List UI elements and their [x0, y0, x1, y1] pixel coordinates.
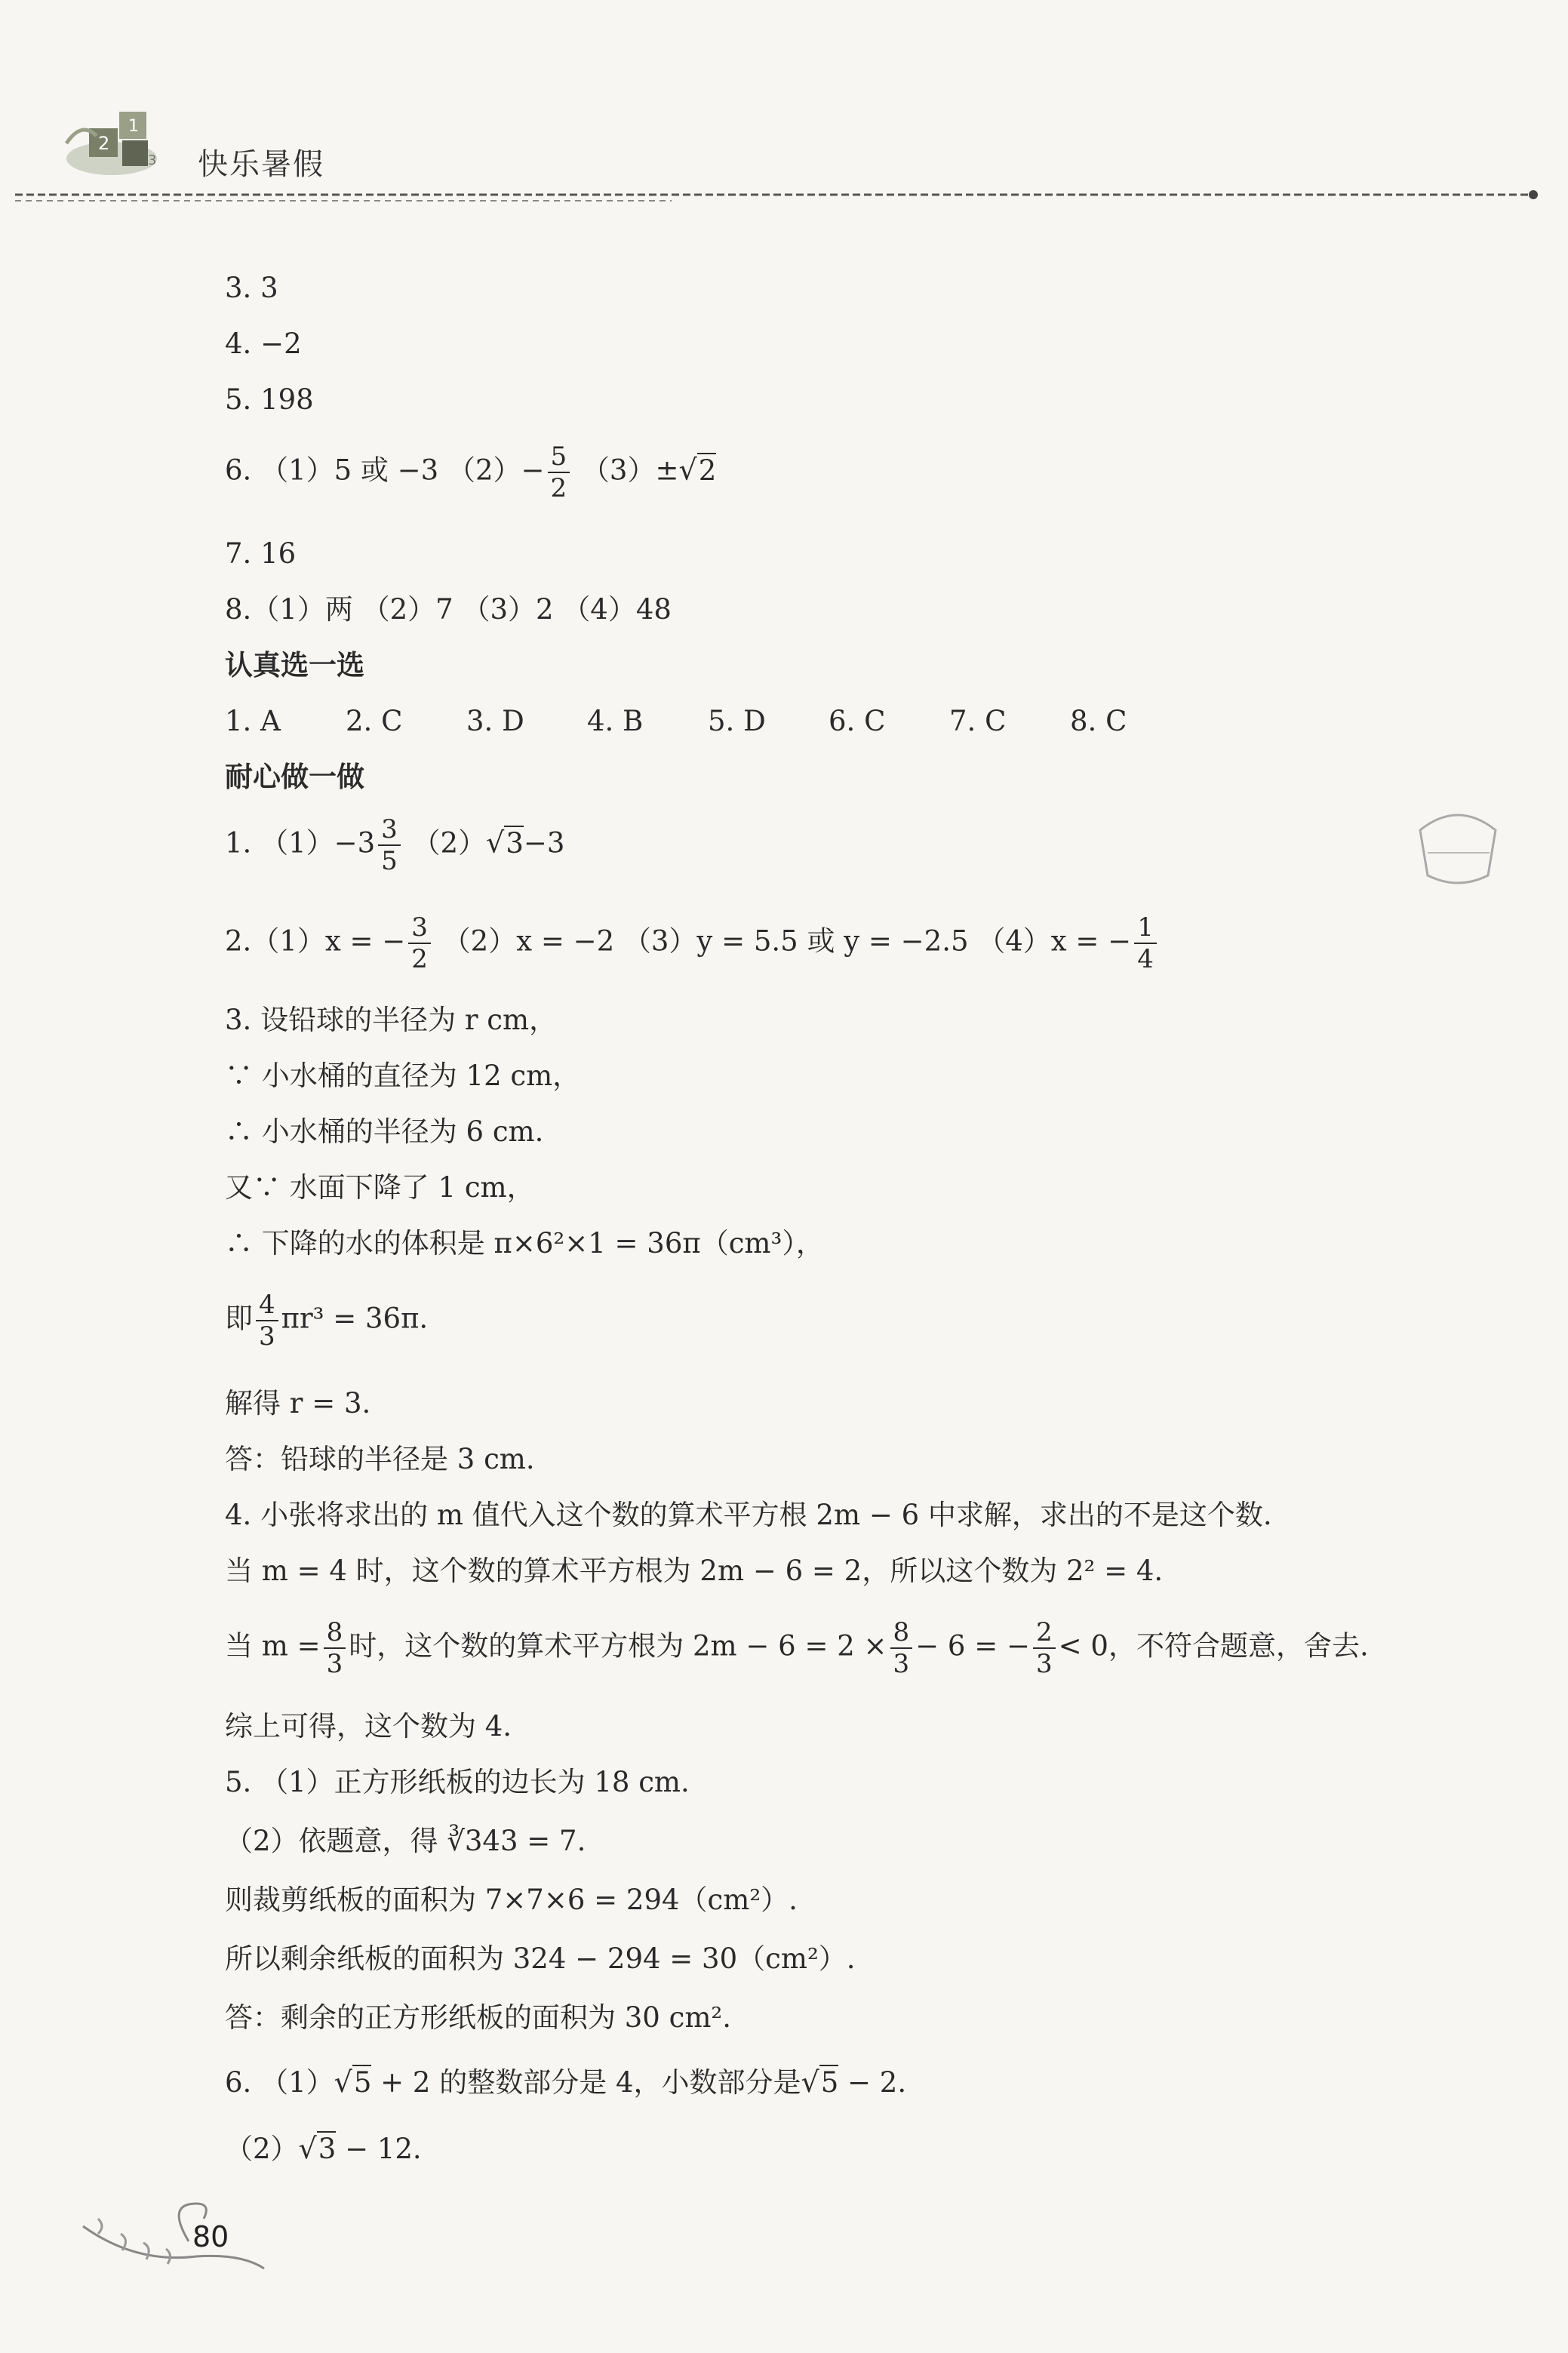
answer-line: 则裁剪纸板的面积为 7×7×6 = 294（cm²）.	[225, 1884, 798, 1916]
answer-line: 5. 198	[225, 383, 314, 416]
answer-line: 综上可得，这个数为 4.	[225, 1710, 512, 1742]
answer-line: 3. 设铅球的半径为 r cm，	[225, 1004, 558, 1036]
answer-line: 答：铅球的半径是 3 cm.	[225, 1443, 535, 1475]
answer-line: 又∵ 水面下降了 1 cm，	[225, 1171, 535, 1204]
fraction: $\frac{4}{3}$	[256, 1292, 278, 1349]
answer-line: ∴ 下降的水的体积是 π×6²×1 = 36π（cm³），	[225, 1227, 824, 1260]
choice-item: 2. C	[346, 705, 403, 737]
answer-line: 所以剩余纸板的面积为 324 − 294 = 30（cm²）.	[225, 1942, 856, 1975]
choice-item: 7. C	[949, 705, 1007, 737]
answer-line: ∵ 小水桶的直径为 12 cm，	[225, 1060, 581, 1092]
choice-item: 3. D	[466, 705, 524, 737]
answer-line	[225, 441, 717, 503]
header-divider	[15, 190, 1539, 205]
answer-line: 6. （1）√5 + 2 的整数部分是 4，小数部分是√5 − 2.	[225, 2065, 907, 2099]
fraction: $\frac{3}{5}$	[378, 817, 401, 874]
choice-item: 5. D	[708, 705, 766, 737]
answer-line: 1. （1）−3 $\frac{3}{5}$ （2）√3−3	[225, 814, 565, 876]
page-header	[0, 0, 1568, 211]
answer-line: （2）√3 − 12.	[225, 2132, 422, 2165]
choice-item: 1. A	[225, 705, 281, 737]
answer-line: 2.（1）x = − $\frac{3}{2}$ （2）x = −2 （3）y = 5.5 或 y = −2.5 （4）x = − $\frac{1}{4}$	[225, 915, 1160, 972]
svg-text:1: 1	[128, 117, 139, 136]
svg-text:2: 2	[98, 133, 110, 154]
answer-line: 当 m = 4 时，这个数的算术平方根为 2m − 6 = 2，所以这个数为 2² = 4.	[225, 1555, 1164, 1587]
fraction: $\frac{5}{2}$	[548, 444, 570, 501]
answer-line: ∴ 小水桶的半径为 6 cm.	[225, 1115, 544, 1148]
answer-line: 5. （1）正方形纸板的边长为 18 cm.	[225, 1766, 690, 1798]
fraction: $\frac{8}{3}$	[890, 1619, 913, 1677]
answer-line: 4. 小张将求出的 m 值代入这个数的算术平方根 2m − 6 中求解，求出的不是这个数.	[225, 1499, 1272, 1531]
choice-answers	[225, 705, 1191, 738]
text: 6. （1）5 或 −3 （2）−	[225, 454, 545, 487]
answer-line: 即 $\frac{4}{3}$ πr³ = 36π.	[225, 1290, 429, 1352]
choice-item: 8. C	[1070, 705, 1127, 737]
text: （3）±	[573, 454, 679, 487]
fraction: $\frac{3}{2}$	[408, 915, 431, 972]
stamp-seal-icon	[1405, 800, 1511, 890]
svg-text:3: 3	[148, 152, 157, 168]
answer-line: 当 m = $\frac{8}{3}$ 时，这个数的算术平方根为 2m − 6 = 2 × $\frac{8}{3}$ − 6 = − $\frac{2}{3}$ < 0，不符合题意，舍去.	[225, 1617, 1369, 1679]
answer-line: 7. 16	[225, 537, 297, 570]
answer-line: （2）依题意，得 ∛343 = 7.	[225, 1825, 586, 1857]
fraction: $\frac{2}{3}$	[1033, 1619, 1056, 1677]
section-heading: 耐心做一做	[225, 761, 364, 793]
header-title: 快乐暑假	[198, 147, 324, 182]
radicand: 2	[698, 454, 717, 487]
choice-item: 6. C	[829, 705, 886, 737]
fraction: $\frac{1}{4}$	[1134, 915, 1157, 972]
page-number: 80	[192, 2220, 229, 2253]
answer-line: 3. 3	[225, 272, 278, 304]
sqrt-sign: √	[678, 453, 697, 487]
answer-line: 解得 r = 3.	[225, 1387, 371, 1419]
fraction: $\frac{8}{3}$	[324, 1619, 346, 1677]
vine-ornament-icon	[75, 2196, 272, 2279]
choice-item: 4. B	[587, 705, 644, 737]
section-heading: 认真选一选	[225, 649, 364, 681]
answer-line: 答：剩余的正方形纸板的面积为 30 cm².	[225, 2001, 732, 2034]
answer-line: 4. −2	[225, 328, 302, 360]
cubes-logo-icon	[59, 98, 172, 181]
answer-line: 8.（1）两 （2）7 （3）2 （4）48	[225, 593, 672, 626]
